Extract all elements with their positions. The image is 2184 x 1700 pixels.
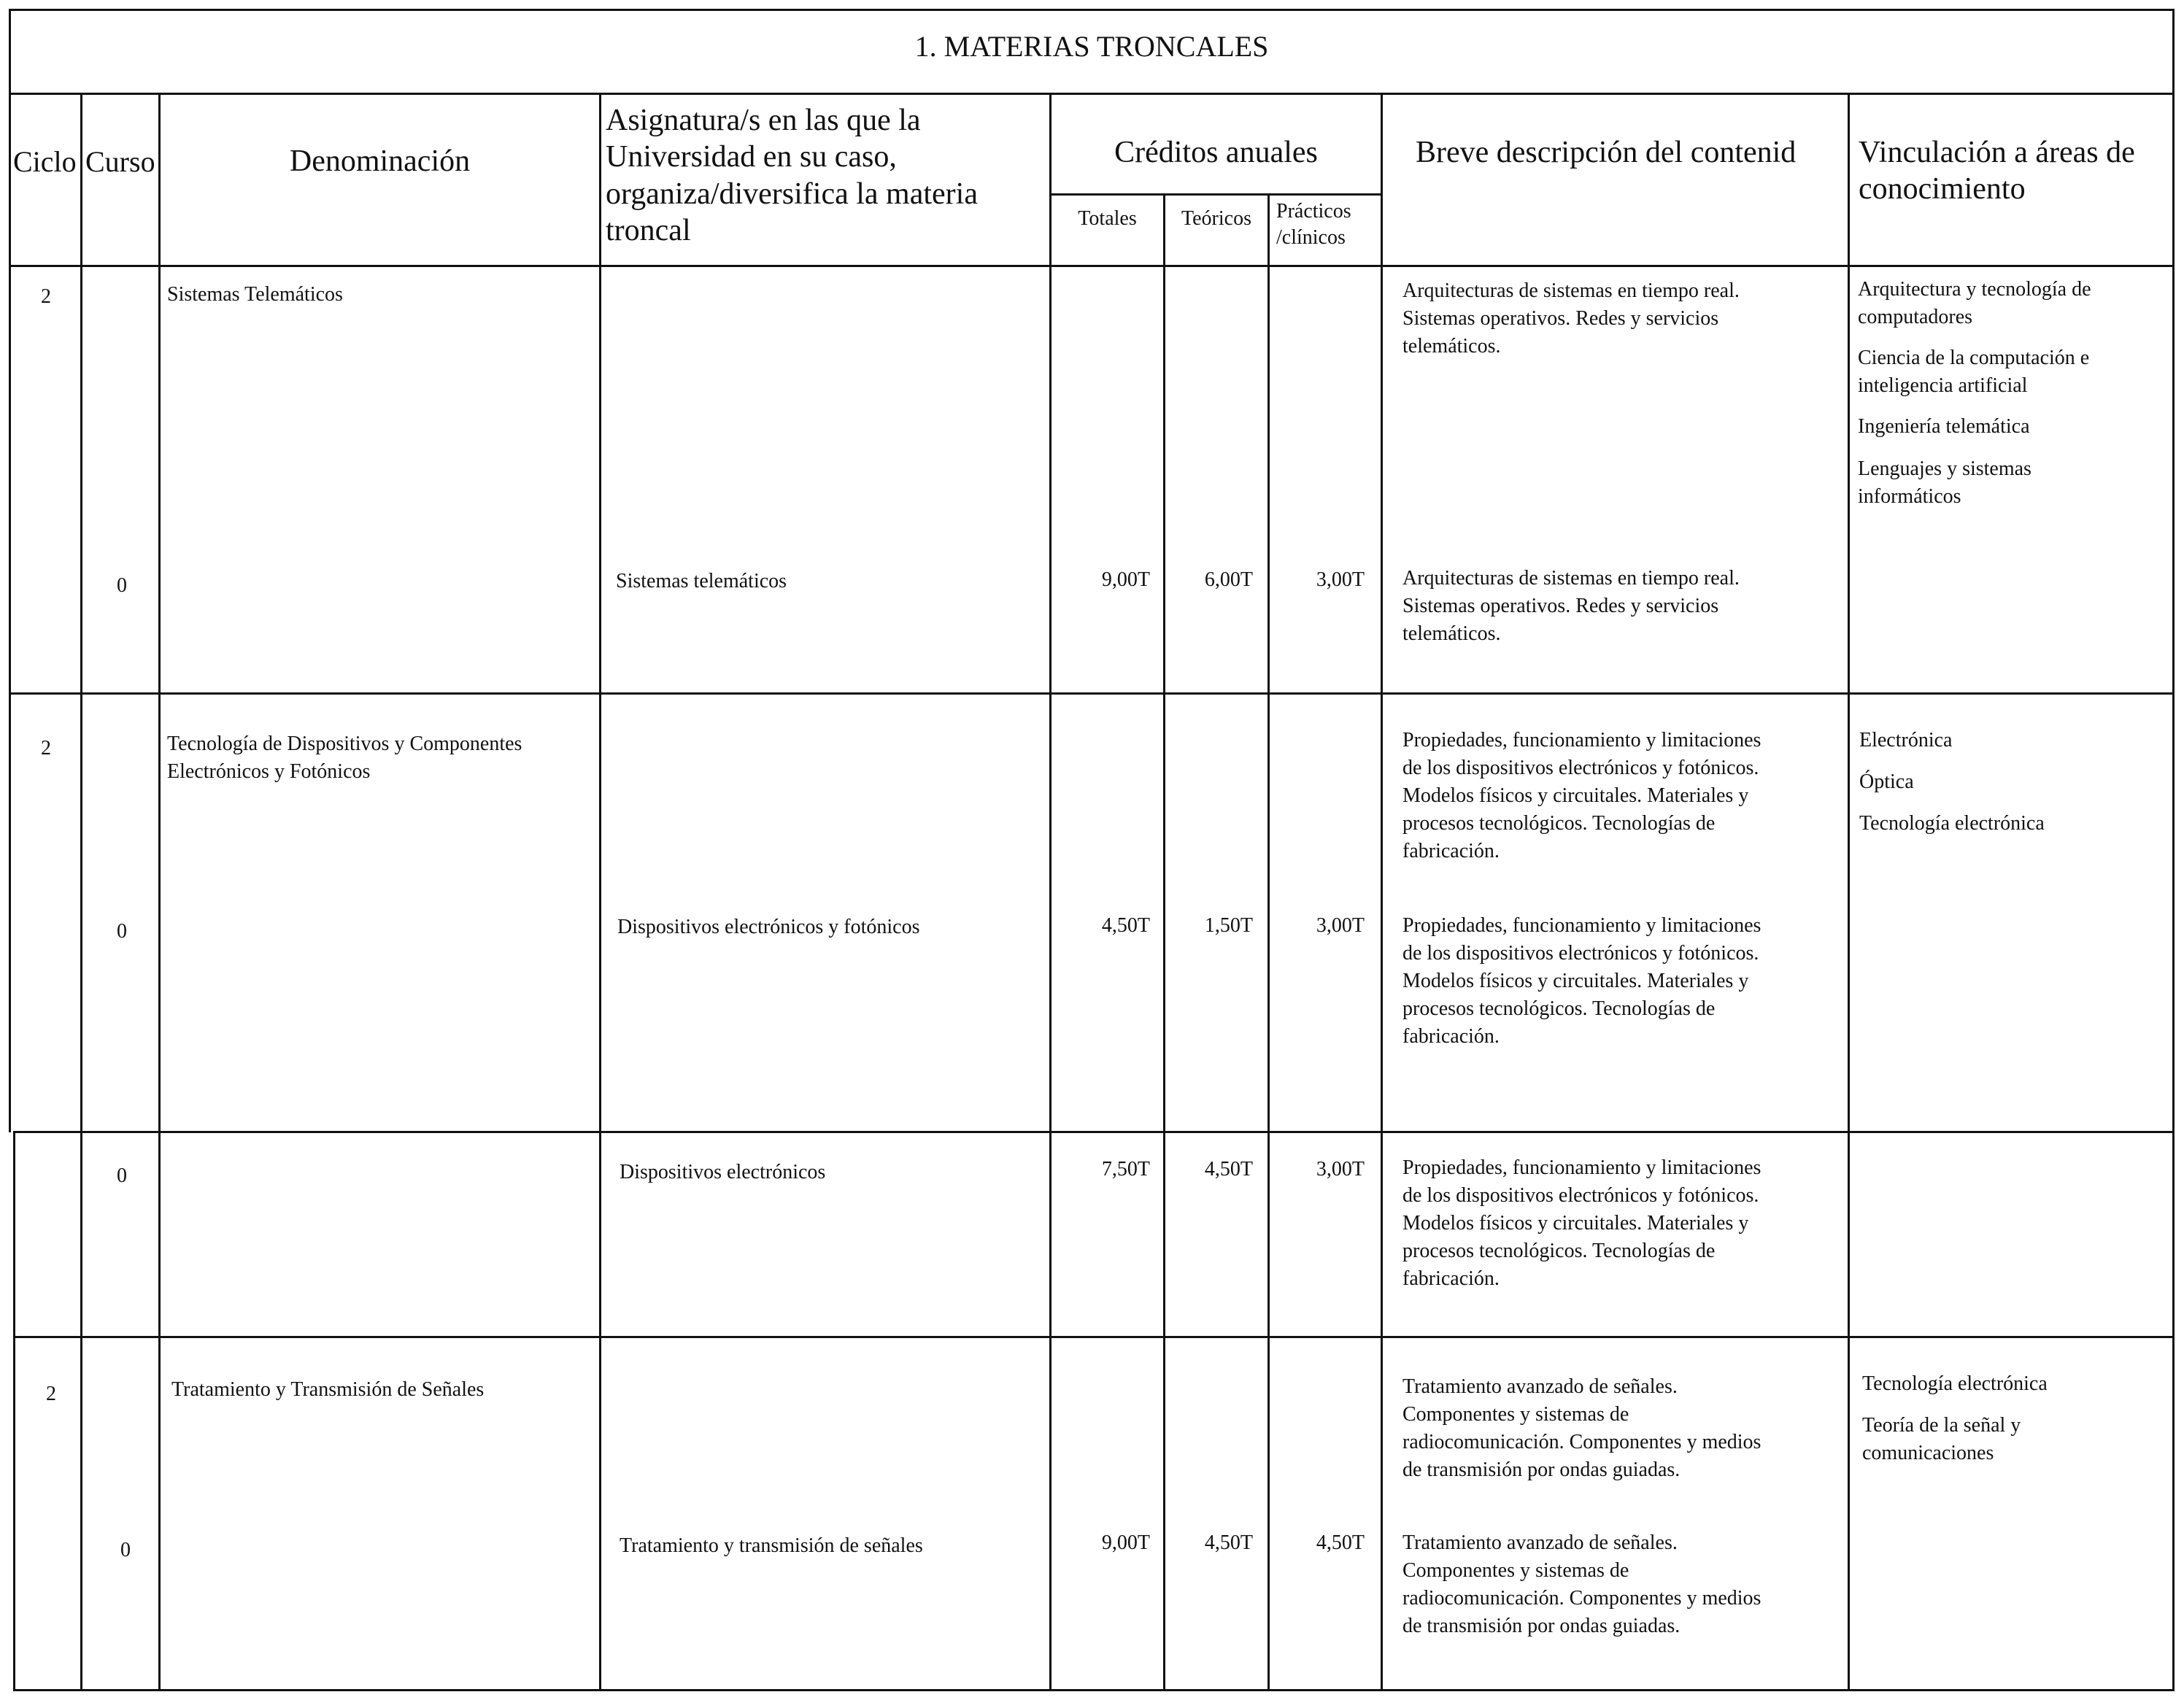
rule [1848, 93, 1850, 1691]
asignatura-descripcion: Propiedades, funcionamiento y limitaciones de los dispositivos electrónicos y fotónicos. Modelos físicos y circuitales. Materiales y procesos tecnológicos. Tecnologías de fabricación. [1402, 914, 1762, 1048]
header-denominacion: Denominación [289, 144, 471, 178]
area-item: Teoría de la señal y comunicaciones [1862, 1414, 2021, 1465]
materia-denominacion: Sistemas Telemáticos [167, 283, 343, 306]
materia-denominacion: Tratamiento y Transmisión de Señales [171, 1378, 485, 1401]
area-item: Tecnología electrónica [1862, 1372, 2048, 1395]
header-teoricos: Teóricos [1181, 207, 1251, 230]
rule [13, 1131, 2175, 1133]
asignatura-descripcion: Propiedades, funcionamiento y limitaciones de los dispositivos electrónicos y fotónicos. Modelos físicos y circuitales. Materiales y procesos tecnológicos. Tecnologías de fabricación. [1402, 1156, 1762, 1291]
area-item: Lenguajes y sistemas informáticos [1858, 457, 2031, 509]
rule [1049, 93, 1052, 1691]
rule [2172, 1131, 2175, 1691]
rule [80, 93, 82, 1691]
asignatura-totales: 7,50T [1101, 1158, 1150, 1181]
area-item: Ciencia de la computación e inteligencia artificial [1858, 347, 2090, 398]
rule [13, 1131, 15, 1691]
rule [9, 9, 11, 1132]
asignatura-teoricos: 6,00T [1204, 568, 1253, 591]
materia-descripcion: Tratamiento avanzado de señales. Componentes y sistemas de radiocomunicación. Componentes y medios de transmisión por ondas guiadas. [1402, 1375, 1762, 1482]
asignatura-practicos: 3,00T [1316, 568, 1365, 591]
asignatura-nombre: Tratamiento y transmisión de señales [620, 1534, 923, 1557]
header-curso: Curso [85, 145, 155, 178]
area-item: Electrónica [1859, 729, 1953, 752]
header-practicos: Prácticos /clínicos [1276, 200, 1351, 250]
rule [1267, 193, 1270, 1691]
materia-denominacion: Tecnología de Dispositivos y Componentes Electrónicos y Fotónicos [167, 733, 522, 784]
header-asignaturas: Asignatura/s en las que la Universidad en su caso, organiza/diversifica la materia troncal [606, 104, 978, 248]
rule [1052, 193, 1381, 196]
header-vinculacion: Vinculación a áreas de conocimiento [1859, 136, 2135, 206]
asignatura-descripcion: Arquitecturas de sistemas en tiempo real. Sistemas operativos. Redes y servicios telemáticos. [1402, 567, 1740, 646]
asignatura-practicos: 4,50T [1316, 1531, 1365, 1554]
asignatura-teoricos: 4,50T [1204, 1531, 1253, 1554]
asignatura-practicos: 3,00T [1316, 1158, 1365, 1181]
asignatura-teoricos: 1,50T [1204, 914, 1253, 937]
asignatura-teoricos: 4,50T [1204, 1158, 1253, 1181]
materia-descripcion: Arquitecturas de sistemas en tiempo real. Sistemas operativos. Redes y servicios telemáticos. [1402, 279, 1740, 358]
header-ciclo: Ciclo [13, 145, 77, 178]
area-item: Óptica [1859, 770, 1914, 793]
area-item: Arquitectura y tecnología de computadores [1858, 278, 2091, 329]
area-item: Ingeniería telemática [1858, 415, 2030, 438]
rule [13, 1336, 2175, 1338]
area-item: Tecnología electrónica [1859, 812, 2045, 835]
rule [158, 93, 161, 1691]
asignatura-curso: 0 [117, 920, 127, 943]
rule [13, 1689, 2175, 1691]
materia-ciclo: 2 [41, 737, 51, 760]
asignatura-totales: 9,00T [1101, 1531, 1150, 1554]
asignatura-totales: 9,00T [1101, 568, 1150, 591]
header-totales: Totales [1078, 207, 1137, 230]
materia-ciclo: 2 [46, 1383, 56, 1405]
asignatura-nombre: Dispositivos electrónicos [620, 1161, 826, 1183]
rule [599, 93, 601, 1691]
page-title: 1. MATERIAS TRONCALES [914, 30, 1269, 63]
asignatura-practicos: 3,00T [1316, 914, 1365, 937]
rule [1163, 193, 1165, 1691]
asignatura-curso: 0 [117, 1164, 127, 1187]
rule [9, 9, 2175, 11]
asignatura-totales: 4,50T [1101, 914, 1150, 937]
materia-descripcion: Propiedades, funcionamiento y limitaciones de los dispositivos electrónicos y fotónicos. Modelos físicos y circuitales. Materiales y procesos tecnológicos. Tecnologías de fabricación. [1402, 729, 1762, 863]
header-creditos: Créditos anuales [1114, 136, 1318, 169]
asignatura-curso: 0 [120, 1539, 131, 1561]
materia-ciclo: 2 [41, 285, 51, 308]
asignatura-nombre: Sistemas telemáticos [616, 570, 787, 592]
asignatura-descripcion: Tratamiento avanzado de señales. Componentes y sistemas de radiocomunicación. Componentes y medios de transmisión por ondas guiadas. [1402, 1531, 1762, 1638]
header-descripcion: Breve descripción del contenid [1416, 136, 1797, 169]
asignatura-nombre: Dispositivos electrónicos y fotónicos [617, 916, 920, 938]
rule [1381, 93, 1383, 1691]
asignatura-curso: 0 [117, 574, 127, 597]
rule [2172, 9, 2175, 1132]
